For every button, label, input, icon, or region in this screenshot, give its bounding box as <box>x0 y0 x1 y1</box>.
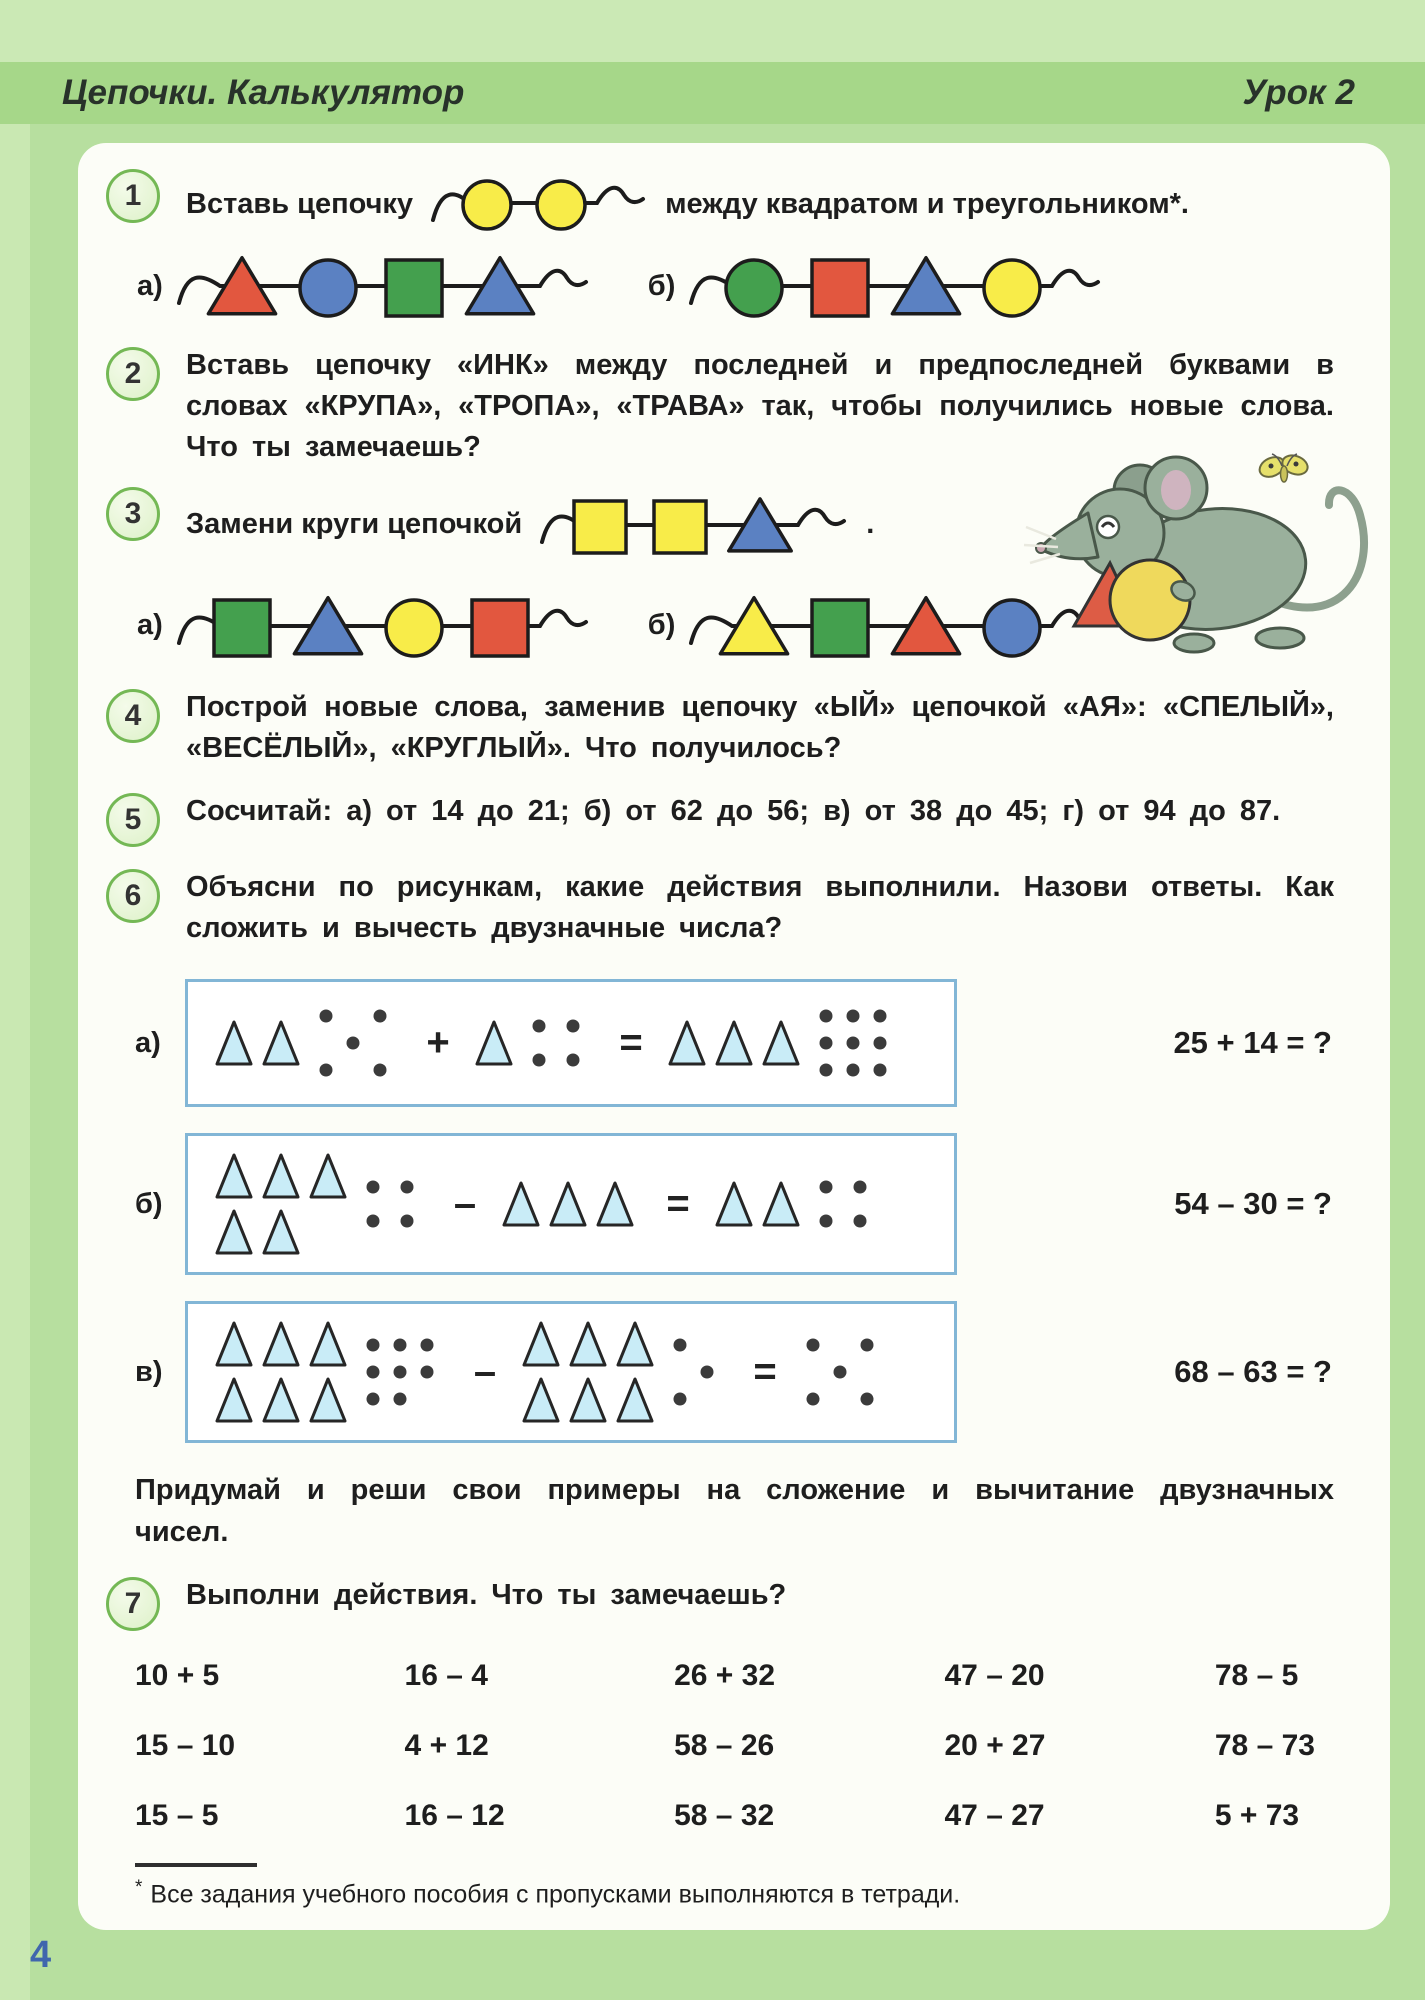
task-4-text: Построй новые слова, заменив цепочку «ЫЙ» цепочкой «АЯ»: «СПЕЛЫЙ», «ВЕСЁЛЫЙ», «КРУГЛЫЙ». Что получилось? <box>186 690 1334 764</box>
mouse-ear-inner <box>1161 470 1191 510</box>
task-1-item-b <box>648 243 1105 329</box>
task-6-number: 6 <box>106 869 160 923</box>
task-6-after-text: Придумай и реши свои примеры на сложение и вычитание двузначных чисел. <box>135 1474 1334 1549</box>
task-3-text-before: Замени круги цепочкой <box>186 508 523 541</box>
task-4 <box>78 687 1390 769</box>
expression-cell: 15 – 10 <box>135 1729 236 1763</box>
shape-chain-a <box>175 583 592 669</box>
expression-cell: 58 – 32 <box>674 1799 775 1833</box>
header-band <box>0 62 1425 124</box>
expression-cell: 16 – 4 <box>404 1659 488 1693</box>
svg-text:=: = <box>666 1181 690 1226</box>
butterfly-icon <box>1256 452 1310 482</box>
footnote <box>135 1877 1390 1909</box>
task-3-item-a <box>137 583 592 669</box>
expression-cell: 26 + 32 <box>674 1659 776 1693</box>
expression-cell: 58 – 26 <box>674 1729 775 1763</box>
task-6-row-v <box>78 1301 1390 1443</box>
mouse-foot-back <box>1256 628 1304 648</box>
yellow-circle-prop <box>1110 560 1190 640</box>
page-number: 4 <box>30 1934 52 1976</box>
row-label-v: в) <box>135 1355 163 1388</box>
svg-text:+: + <box>426 1020 450 1065</box>
task-2-text: Вставь цепочку «ИНК» между последней и предпоследней буквами в словах «КРУПА», «ТРОПА», «ТРАВА» так, чтобы получились новые слова. Что ты замечаешь? <box>186 349 1334 464</box>
svg-text:–: – <box>453 1181 477 1226</box>
equation-b: 54 – 30 = ? <box>1174 1186 1332 1222</box>
task-6 <box>78 867 1390 949</box>
mouse-eye <box>1097 516 1119 538</box>
tens-ones-diagram-v <box>185 1301 957 1443</box>
task-6-text: Объясни по рисункам, какие действия выполнили. Назови ответы. Как сложить и вычесть двузначные числа? <box>186 870 1334 945</box>
task-5-text: Сосчитай: а) от 14 до 21; б) от 62 до 56; в) от 38 до 45; г) от 94 до 87. <box>186 794 1281 827</box>
expression-cell: 16 – 12 <box>404 1799 505 1833</box>
footnote-rule <box>135 1863 257 1867</box>
equation-a: 25 + 14 = ? <box>1173 1025 1332 1061</box>
task-3-text-after: . <box>866 508 875 541</box>
inline-chain-squares-triangle <box>538 485 850 565</box>
task-7-text: Выполни действия. Что ты замечаешь? <box>186 1579 787 1612</box>
tens-ones-diagram-b <box>185 1133 957 1275</box>
lesson-label: Урок 2 <box>1242 73 1355 112</box>
shape-chain-a <box>175 243 592 329</box>
task-7-number: 7 <box>106 1577 160 1631</box>
task-1-chain-row <box>78 243 1390 329</box>
expression-cell: 10 + 5 <box>135 1659 220 1693</box>
task-5 <box>78 791 1390 847</box>
expression-cell: 20 + 27 <box>944 1729 1046 1763</box>
expression-cell: 4 + 12 <box>404 1729 489 1763</box>
item-label-b: б) <box>647 269 676 302</box>
task-6-row-a <box>78 979 1390 1107</box>
task-2-number: 2 <box>106 347 160 401</box>
mouse-foot-front <box>1174 634 1214 652</box>
page-margin-strip <box>0 124 30 2000</box>
svg-text:–: – <box>473 1349 497 1394</box>
task-1 <box>78 167 1390 241</box>
task-4-number: 4 <box>106 689 160 743</box>
footnote-text: Все задания учебного пособия с пропусками выполняются в тетради. <box>150 1880 961 1909</box>
task-6-row-b <box>78 1133 1390 1275</box>
task-5-number: 5 <box>106 793 160 847</box>
row-label-b: б) <box>135 1187 163 1220</box>
task-3-number: 3 <box>106 487 160 541</box>
task-7-grid <box>135 1659 1315 1833</box>
task-1-text-before: Вставь цепочку <box>186 187 414 220</box>
inline-chain-yellow-circles <box>429 167 649 241</box>
top-strip <box>0 0 1425 62</box>
task-1-item-a <box>137 243 592 329</box>
expression-cell: 5 + 73 <box>1214 1799 1300 1833</box>
task-1-text-after: между квадратом и треугольником*. <box>665 187 1189 220</box>
expression-cell: 47 – 20 <box>944 1659 1045 1693</box>
shape-chain-b <box>687 243 1104 329</box>
task-7 <box>78 1575 1390 1631</box>
expression-cell: 47 – 27 <box>944 1799 1045 1833</box>
item-label-b: б) <box>647 609 676 642</box>
footnote-marker: * <box>135 1877 143 1899</box>
item-label-a: а) <box>137 269 163 302</box>
equation-v: 68 – 63 = ? <box>1174 1354 1332 1390</box>
mouse-nose <box>1036 543 1046 553</box>
task-1-text <box>186 167 1334 241</box>
svg-text:=: = <box>619 1020 643 1065</box>
row-label-a: а) <box>135 1026 161 1059</box>
expression-cell: 78 – 73 <box>1214 1729 1315 1763</box>
item-label-a: а) <box>137 609 163 642</box>
expression-cell: 78 – 5 <box>1214 1659 1299 1693</box>
mouse-illustration <box>1022 441 1382 661</box>
task-1-number: 1 <box>106 169 160 223</box>
content-card <box>78 143 1390 1930</box>
tens-ones-diagram-a <box>185 979 957 1107</box>
page-title: Цепочки. Калькулятор <box>62 73 465 112</box>
svg-text:=: = <box>753 1349 777 1394</box>
expression-cell: 15 – 5 <box>135 1799 219 1833</box>
